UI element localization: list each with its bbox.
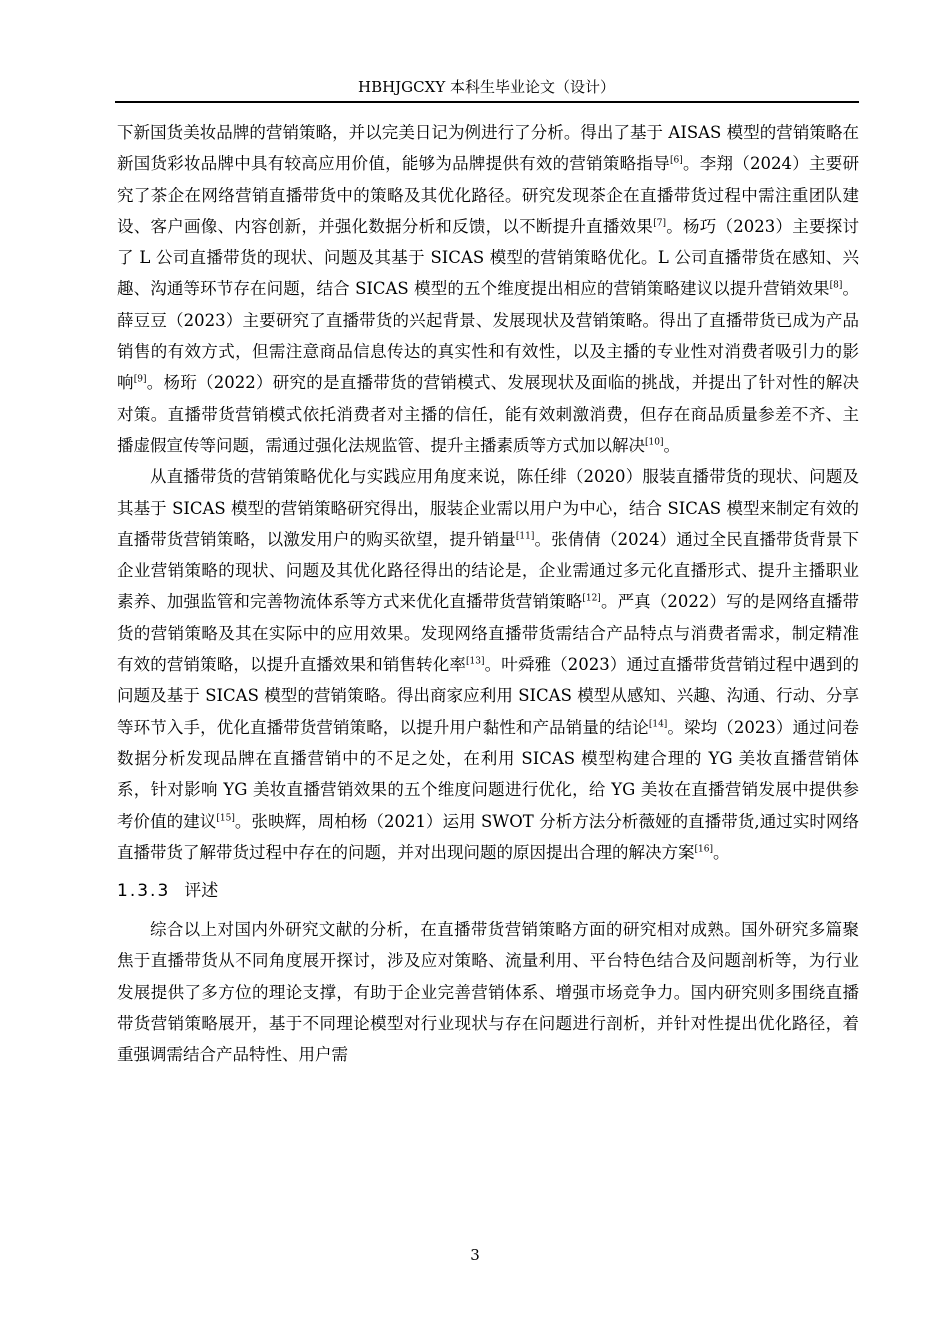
citation-ref: [11] bbox=[515, 531, 535, 542]
section-number: 1.3.3 bbox=[117, 881, 171, 902]
text-run: 。叶舜雅（2023）通过直播带货营销过程中遇到的问题及基于 SICAS 模型的营销策略。得出商家应利用 SICAS 模型从感知、兴趣、沟通、行动、分享等环节入手，优化直播带货营销策略，以提升用户黏性和产品销量的结论 bbox=[117, 655, 859, 737]
body-text bbox=[117, 117, 859, 1071]
text-run: 。李翔（2024）主要研究了茶企在网络营销直播带货中的策略及其优化路径。研究发现茶企在直播带货过程中需注重团队建设、客户画像、内容创新，并强化数据分析和反馈，以不断提升直播效果 bbox=[117, 154, 859, 236]
citation-ref: [14] bbox=[648, 719, 668, 730]
section-title: 评述 bbox=[184, 881, 219, 902]
text-run: 下新国货美妆品牌的营销策略，并以完美日记为例进行了分析。得出了基于 AISAS 模型的营销策略在新国货彩妆品牌中具有较高应用价值，能够为品牌提供有效的营销策略指导 bbox=[117, 123, 859, 174]
citation-ref: [13] bbox=[466, 656, 485, 667]
text-run: 。 bbox=[712, 842, 730, 862]
text-run: 从直播带货的营销策略优化与实践应用角度来说，陈任绯（2020）服装直播带货的现状、问题及其基于 SICAS 模型的营销策略研究得出，服装企业需以用户为中心，结合 SICAS 模型来制定有效的直播带货营销策略，以激发用户的购买欲望，提升销量 bbox=[117, 467, 859, 549]
text-run: 。张映辉，周柏杨（2021）运用 SWOT 分析方法分析薇娅的直播带货,通过实时网络直播带货了解带货过程中存在的问题，并对出现问题的原因提出合理的解决方案 bbox=[117, 811, 860, 862]
text-run: 。严真（2022）写的是网络直播带货的营销策略及其在实际中的应用效果。发现网络直播带货需结合产品特点与消费者需求，制定精准有效的营销策略，以提升直播效果和销售转化率 bbox=[117, 592, 859, 675]
citation-ref: [15] bbox=[216, 813, 235, 824]
citation-ref: [8] bbox=[829, 280, 843, 291]
page-number: 3 bbox=[470, 1246, 480, 1264]
text-run: 。 bbox=[663, 435, 680, 455]
header-rule bbox=[115, 101, 859, 103]
text-run: 。梁均（2023）通过问卷数据分析发现品牌在直播营销中的不足之处，在利用 SICAS 模型构建合理的 YG 美妆直播营销体系，针对影响 YG 美妆直播营销效果的五个维度问题进行优化，给 YG 美妆在直播营销发展中提供参考价值的建议 bbox=[117, 717, 859, 831]
citation-ref: [16] bbox=[694, 844, 713, 855]
paragraph-2 bbox=[117, 461, 859, 868]
citation-ref: [12] bbox=[582, 593, 601, 604]
citation-ref: [9] bbox=[133, 374, 147, 385]
section-heading bbox=[117, 876, 859, 906]
citation-ref: [6] bbox=[669, 155, 683, 166]
text-run: 。杨珩（2022）研究的是直播带货的营销模式、发展现状及面临的挑战，并提出了针对性的解决对策。直播带货营销模式依托消费者对主播的信任，能有效刺激消费，但存在商品质量参差不齐、主播虚假宣传等问题，需通过强化法规监管、提升主播素质等方式加以解决 bbox=[117, 373, 860, 455]
citation-ref: [10] bbox=[645, 437, 664, 448]
text-run: 。薛豆豆（2023）主要研究了直播带货的兴起背景、发展现状及营销策略。得出了直播带货已成为产品销售的有效方式，但需注意商品信息传达的真实性和有效性，以及主播的专业性对消费者吸引力的影响 bbox=[117, 279, 860, 393]
text-run: 。杨巧（2023）主要探讨了 L 公司直播带货的现状、问题及其基于 SICAS 模型的营销策略优化。L 公司直播带货在感知、兴趣、沟通等环节存在问题，结合 SICAS 模型的五个维度提出相应的营销策略建议以提升营销效果 bbox=[117, 216, 860, 299]
paragraph-1 bbox=[117, 117, 859, 461]
citation-ref: [7] bbox=[653, 218, 666, 229]
text-run: 。张倩倩（2024）通过全民直播带货背景下企业营销策略的现状、问题及其优化路径得出的结论是，企业需通过多元化直播形式、提升主播职业素养、加强监管和完善物流体系等方式来优化直播带货营销策略 bbox=[117, 529, 860, 612]
running-header: HBHJGCXY 本科生毕业论文（设计） bbox=[357, 78, 615, 96]
paragraph-3: 综合以上对国内外研究文献的分析，在直播带货营销策略方面的研究相对成熟。国外研究多篇聚焦于直播带货从不同角度展开探讨，涉及应对策略、流量利用、平台特色结合及问题剖析等，为行业发展提供了多方位的理论支撑，有助于企业完善营销体系、增强市场竞争力。国内研究则多围绕直播带货营销策略展开，基于不同理论模型对行业现状与存在问题进行剖析，并针对性提出优化路径，着重强调需结合产品特性、用户需 bbox=[117, 920, 859, 1065]
